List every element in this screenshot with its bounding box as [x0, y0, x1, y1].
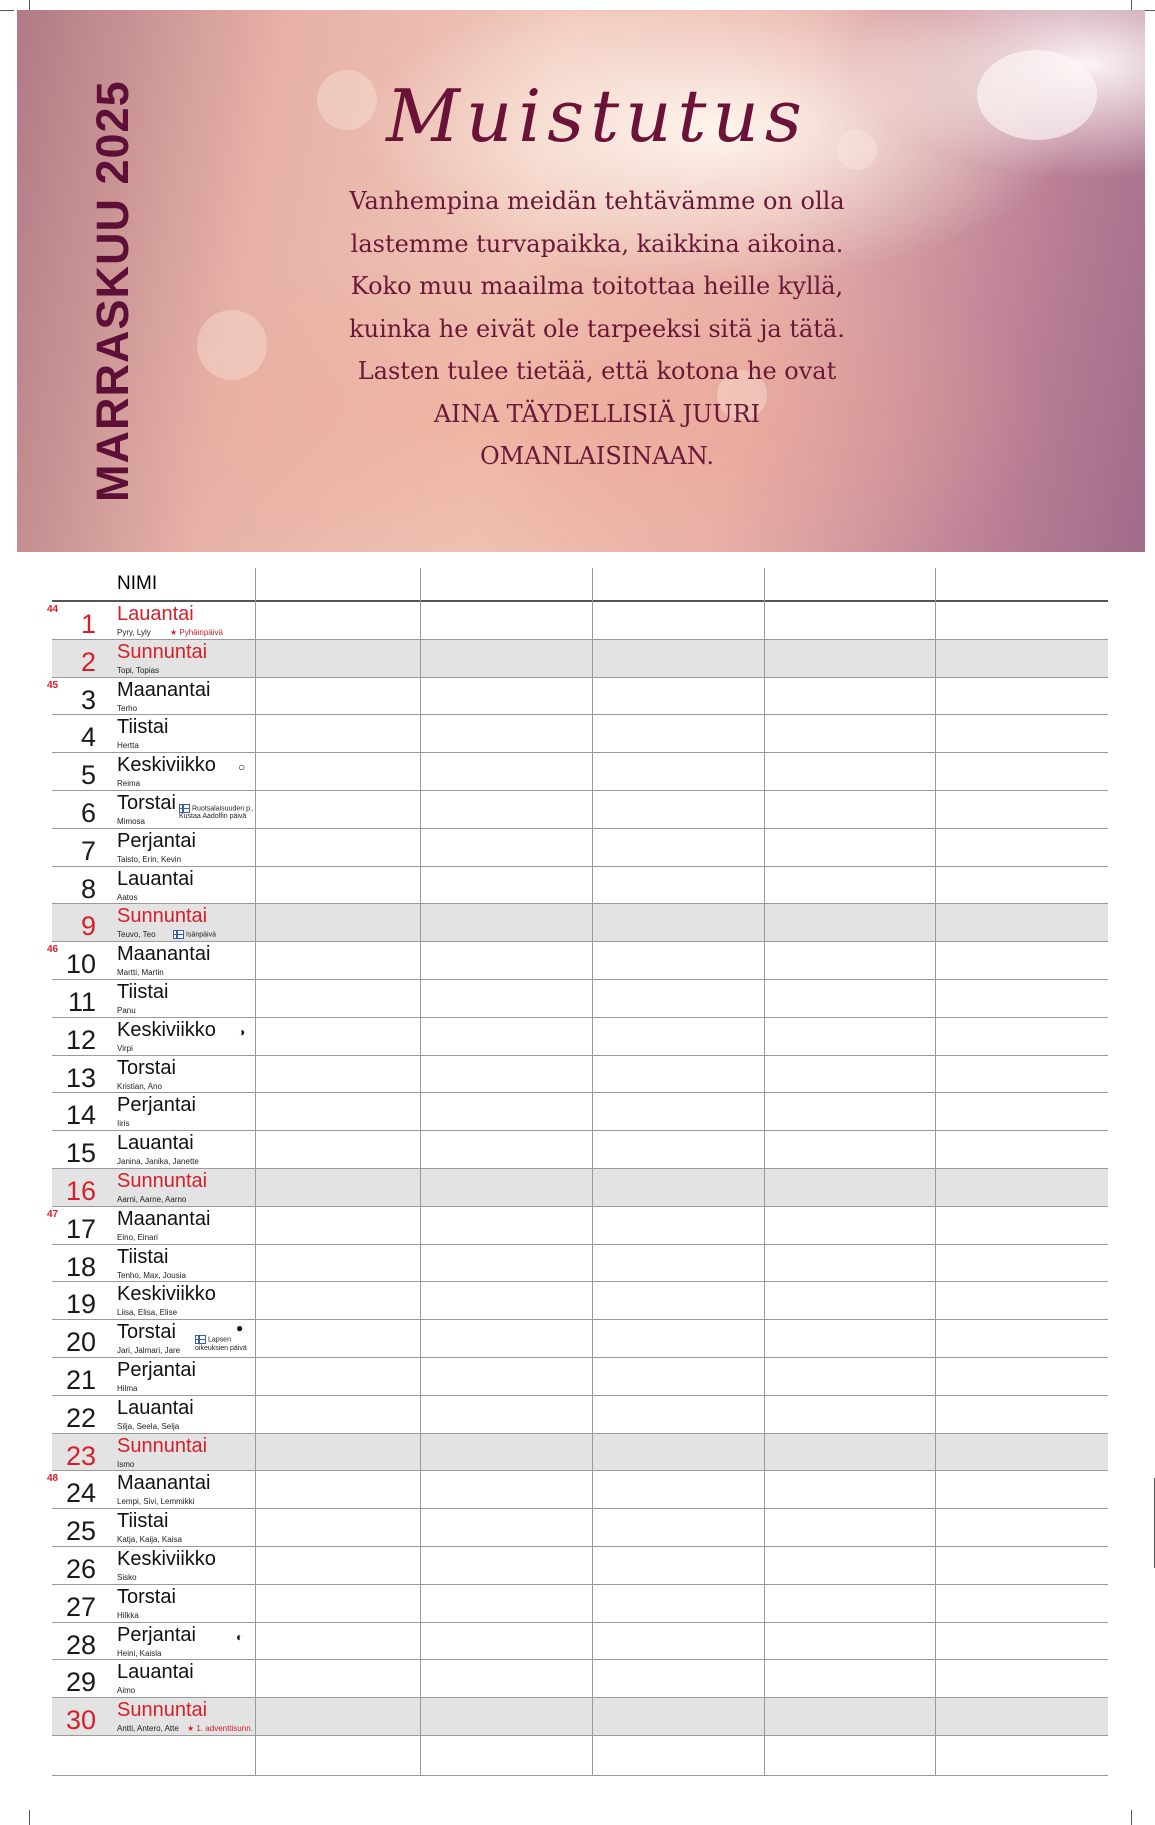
- day-row[interactable]: [0, 903, 1155, 941]
- name-days: Kristian, Ano: [117, 1081, 162, 1091]
- name-days: Ismo: [117, 1459, 135, 1469]
- flag-day-note-line: Ruotsalaisuuden p.,: [192, 805, 254, 813]
- day-number: 12: [65, 1024, 96, 1055]
- week-number: 47: [47, 1208, 59, 1220]
- day-row[interactable]: [0, 1319, 1155, 1357]
- name-days: Pyry, Lyly: [117, 628, 151, 637]
- weekday-name: Torstai: [117, 1585, 176, 1608]
- day-number: 25: [65, 1516, 96, 1547]
- moon-phase-icon: ◑: [238, 1024, 246, 1039]
- name-days: Tenho, Max, Jousia: [117, 1270, 186, 1280]
- day-row[interactable]: [0, 1546, 1155, 1584]
- day-number: 30: [65, 1705, 96, 1736]
- weekday-name: Lauantai: [117, 1132, 194, 1155]
- day-number: 23: [65, 1440, 96, 1471]
- day-number: 2: [80, 646, 96, 677]
- name-days: Heini, Kaisla: [117, 1648, 162, 1658]
- column-header-nimi: NIMI: [117, 573, 158, 594]
- quote-line: Lasten tulee tietää, että kotona he ovat: [357, 357, 837, 385]
- page-title: Muistutus: [386, 74, 808, 158]
- day-number: 19: [65, 1289, 96, 1320]
- name-days: Lempi, Sivi, Lemmikki: [117, 1497, 195, 1507]
- day-number: 18: [65, 1251, 96, 1282]
- day-row[interactable]: [0, 1168, 1155, 1206]
- name-days: Silja, Seela, Selja: [117, 1421, 180, 1431]
- day-row[interactable]: [0, 1622, 1155, 1660]
- week-number: 48: [47, 1473, 59, 1485]
- weekday-name: Tiistai: [117, 1245, 169, 1268]
- day-number: 10: [65, 949, 96, 980]
- weekday-name: Sunnuntai: [117, 1699, 208, 1722]
- day-number: 1: [80, 609, 96, 639]
- day-number: 5: [80, 760, 96, 791]
- name-days: Martti, Martin: [117, 968, 164, 978]
- month-title: MARRASKUU 2025: [87, 80, 138, 502]
- day-row[interactable]: [0, 790, 1155, 828]
- day-number: 22: [65, 1402, 96, 1433]
- quote-line: lastemme turvapaikka, kaikkina aikoina.: [350, 229, 844, 258]
- weekday-name: Sunnuntai: [117, 1434, 208, 1457]
- finnish-flag-icon: [179, 804, 190, 813]
- day-number: 3: [80, 684, 96, 715]
- week-number: 46: [47, 944, 59, 956]
- name-days: Iiris: [117, 1119, 130, 1129]
- weekday-name: Maanantai: [117, 1207, 211, 1230]
- day-row[interactable]: [0, 601, 1155, 639]
- day-number: 17: [65, 1213, 96, 1244]
- day-number: 11: [67, 987, 96, 1017]
- weekday-name: Lauantai: [117, 1396, 194, 1419]
- day-row[interactable]: [0, 752, 1155, 790]
- day-number: 27: [65, 1591, 96, 1622]
- day-row[interactable]: [0, 1130, 1155, 1168]
- day-row[interactable]: [0, 941, 1155, 979]
- day-row[interactable]: [0, 1017, 1155, 1055]
- flag-day-note-line: Isänpäivä: [186, 931, 216, 939]
- weekday-name: Sunnuntai: [117, 905, 208, 928]
- quote-line: kuinka he eivät ole tarpeeksi sitä ja tätä.: [349, 314, 845, 343]
- day-number: 15: [65, 1138, 96, 1169]
- weekday-name: Lauantai: [117, 603, 194, 625]
- day-row[interactable]: [0, 677, 1155, 715]
- day-number: 24: [65, 1478, 96, 1509]
- day-row[interactable]: [0, 1206, 1155, 1244]
- name-days: Taisto, Erin, Kevin: [117, 854, 182, 864]
- name-days: Virpi: [117, 1043, 133, 1053]
- weekday-name: Keskiviikko: [117, 1548, 216, 1570]
- day-row[interactable]: [0, 1357, 1155, 1395]
- name-days: Aarni, Aarne, Aarno: [117, 1195, 187, 1204]
- weekday-name: Sunnuntai: [117, 1170, 208, 1192]
- weekday-name: Lauantai: [117, 867, 194, 890]
- name-days: Teuvo, Teo: [117, 930, 156, 940]
- name-days: Aimo: [117, 1686, 136, 1696]
- flag-day-note: [173, 930, 216, 939]
- day-number: 6: [80, 798, 96, 828]
- name-days: Mimosa: [117, 817, 146, 826]
- name-days: Panu: [117, 1006, 136, 1015]
- day-number: 4: [80, 722, 96, 753]
- day-row[interactable]: [0, 1092, 1155, 1130]
- weekday-name: Tiistai: [117, 981, 169, 1003]
- moon-phase-icon: ◐: [236, 1629, 244, 1644]
- day-row[interactable]: [0, 1659, 1155, 1697]
- flag-day-note-line: Kustaa Aadolfin päivä: [179, 813, 247, 821]
- name-days: Liisa, Elisa, Elise: [117, 1308, 178, 1318]
- quote-line: Koko muu maailma toitottaa heille kyllä,: [350, 272, 844, 300]
- day-number: 28: [65, 1629, 96, 1660]
- name-days: Reima: [117, 779, 141, 789]
- name-days: Eino, Einari: [117, 1232, 158, 1242]
- day-number: 8: [80, 873, 96, 904]
- day-row[interactable]: [0, 1244, 1155, 1282]
- holiday-label: ★ Pyhäinpäivä: [170, 628, 223, 637]
- weekday-name: Maanantai: [117, 678, 211, 701]
- name-days: Janina, Janika, Janette: [117, 1157, 199, 1167]
- day-number: 9: [80, 911, 96, 942]
- day-row[interactable]: [0, 1584, 1155, 1622]
- day-number: 26: [65, 1554, 96, 1584]
- moon-phase-icon: ○: [238, 760, 246, 775]
- holiday-label: ★ 1. adventtisunn.: [187, 1724, 253, 1734]
- day-row[interactable]: [0, 1433, 1155, 1471]
- weekday-name: Tiistai: [117, 1510, 169, 1533]
- weekday-name: Maanantai: [117, 943, 211, 966]
- name-days: Antti, Antero, Atte: [117, 1724, 179, 1734]
- flag-day-note-line: Lapsen: [208, 1336, 231, 1344]
- name-days: Aatos: [117, 892, 138, 902]
- name-days: Hilkka: [117, 1610, 139, 1620]
- day-row[interactable]: [0, 1697, 1155, 1735]
- flag-day-note-line: oikeuksien päivä: [195, 1344, 247, 1352]
- week-number: 44: [47, 604, 59, 615]
- weekday-name: Maanantai: [117, 1472, 211, 1495]
- week-number: 45: [47, 679, 59, 691]
- weekday-name: Torstai: [117, 792, 176, 814]
- row-divider: [52, 1775, 1108, 1776]
- weekday-name: Keskiviikko: [117, 1018, 216, 1041]
- day-row[interactable]: [0, 639, 1155, 677]
- name-days: Topi, Topias: [117, 665, 160, 675]
- day-number: 21: [65, 1365, 96, 1395]
- day-number: 29: [65, 1667, 96, 1698]
- weekday-name: Perjantai: [117, 829, 196, 852]
- day-number: 20: [65, 1327, 96, 1358]
- quote-line: Vanhempina meidän tehtävämme on olla: [349, 187, 845, 215]
- quote-line: OMANLAISINAAN.: [479, 442, 714, 470]
- finnish-flag-icon: [195, 1335, 206, 1344]
- day-row[interactable]: [0, 1395, 1155, 1433]
- weekday-name: Sunnuntai: [117, 640, 208, 663]
- day-number: 14: [65, 1100, 96, 1131]
- day-row[interactable]: [0, 828, 1155, 866]
- weekday-name: Perjantai: [117, 1359, 196, 1381]
- day-number: 16: [65, 1176, 96, 1206]
- day-number: 7: [80, 835, 96, 866]
- day-row[interactable]: [0, 866, 1155, 904]
- weekday-name: Keskiviikko: [117, 754, 216, 777]
- weekday-name: Keskiviikko: [117, 1283, 216, 1306]
- day-number: 13: [65, 1062, 96, 1093]
- name-days: Terho: [117, 703, 138, 713]
- day-row[interactable]: [0, 1281, 1155, 1319]
- weekday-name: Tiistai: [117, 716, 169, 739]
- name-days: Hilma: [117, 1384, 138, 1393]
- weekday-name: Perjantai: [117, 1094, 196, 1117]
- name-days: Jari, Jalmari, Jare: [117, 1346, 181, 1356]
- flag-day-note: [179, 804, 254, 821]
- weekday-name: Perjantai: [117, 1623, 196, 1646]
- weekday-name: Torstai: [117, 1056, 176, 1079]
- name-days: Katja, Kaija, Kaisa: [117, 1535, 182, 1545]
- name-days: Hertta: [117, 741, 139, 751]
- flag-day-note: [195, 1335, 247, 1352]
- day-row[interactable]: [0, 979, 1155, 1017]
- weekday-name: Torstai: [117, 1321, 176, 1344]
- moon-phase-icon: ●: [236, 1321, 244, 1336]
- day-row[interactable]: [0, 1470, 1155, 1508]
- day-row[interactable]: [0, 714, 1155, 752]
- day-row[interactable]: [0, 1055, 1155, 1093]
- quote-line: AINA TÄYDELLISIÄ JUURI: [433, 399, 761, 428]
- name-days: Sisko: [117, 1573, 137, 1582]
- finnish-flag-icon: [173, 930, 184, 939]
- weekday-name: Lauantai: [117, 1661, 194, 1684]
- day-row[interactable]: [0, 1508, 1155, 1546]
